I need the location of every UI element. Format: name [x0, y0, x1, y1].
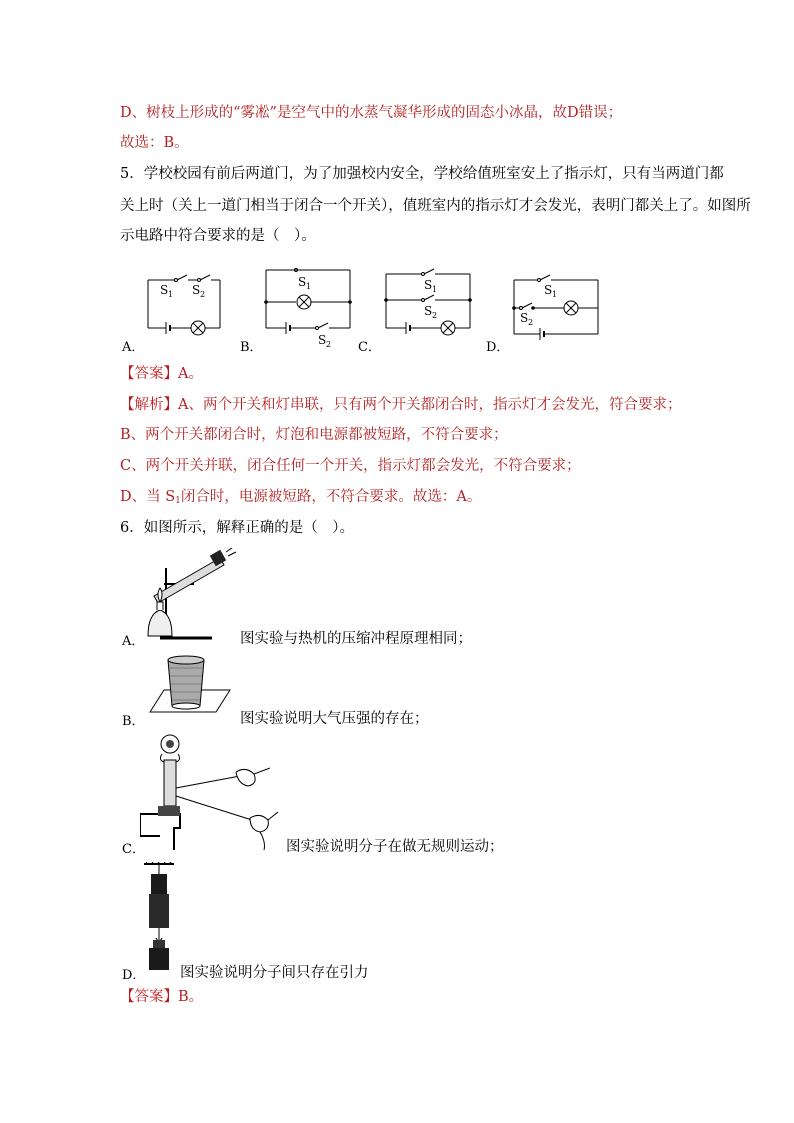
figure-friction-tube [140, 732, 280, 856]
q5-stem-line3: 示电路中符合要求的是（ ）。 [120, 228, 316, 244]
q6-option-d-text: 图实验说明分子间只存在引力 [180, 965, 369, 981]
circuit-diagram-d [506, 264, 606, 354]
q5-analysis-c: C、两个开关并联，闭合任何一个开关，指示灯都会发光，不符合要求； [120, 458, 581, 474]
q6-option-c-text: 图实验说明分子在做无规则运动； [286, 839, 504, 855]
q6-stem: 6．如图所示，解释正确的是（ ）。 [120, 520, 354, 536]
q5-option-c-label: C． [358, 340, 381, 355]
q6-answer [120, 987, 203, 1007]
q5-stem-line1: 5．学校校园有前后两道门，为了加强校内安全，学校给值班室安上了指示灯，只有当两道门都 [120, 166, 724, 182]
q5-answer-value: A。 [178, 366, 203, 382]
figure-cup-paper [148, 654, 232, 724]
q5-answer [120, 364, 203, 384]
q6-answer-tag: 【答案】 [120, 989, 178, 1005]
circuit-diagram-b [258, 262, 358, 352]
svg-text:1: 1 [552, 290, 558, 299]
switch-s1-label-b: S [298, 275, 307, 289]
prev-choose-line: 故选：B。 [120, 135, 189, 151]
prev-option-d-line: D、树枝上形成的“雾凇”是空气中的水蒸气凝华形成的固态小冰晶，故D错误； [120, 105, 623, 121]
svg-text:1: 1 [168, 290, 174, 299]
q5-option-a-label: A． [122, 340, 145, 355]
q5-analysis-tag: 【解析】 [120, 397, 178, 413]
switch-s2-label: S [192, 283, 201, 297]
switch-s1-label-c: S [424, 278, 433, 292]
q6-option-b-text: 图实验说明大气压强的存在； [240, 711, 429, 727]
switch-s1-label-d: S [544, 283, 553, 297]
svg-text:1: 1 [432, 285, 438, 294]
q5-analysis-b: B、两个开关都闭合时，灯泡和电源都被短路，不符合要求； [120, 427, 508, 443]
circuit-diagram-a [140, 262, 230, 352]
switch-s2-label-b: S [318, 333, 327, 347]
q6-option-a-label: A． [122, 634, 145, 649]
q6-option-b-label: B． [122, 714, 145, 729]
figure-lead-cylinders [142, 862, 176, 976]
q5-analysis-d: D、当 $S_1$闭合时，电源被短路，不符合要求。故选：A。 [120, 489, 482, 506]
svg-text:2: 2 [326, 340, 332, 348]
figure-test-tube-heating [140, 548, 240, 648]
q6-option-a-text: 图实验与热机的压缩冲程原理相同； [240, 631, 472, 647]
svg-text:1: 1 [306, 282, 312, 291]
switch-s2-label-d: S [520, 311, 529, 325]
svg-text:2: 2 [528, 318, 534, 327]
q5-stem-line2: 关上时（关上一道门相当于闭合一个开关），值班室内的指示灯才会发光，表明门都关上了。如图所 [120, 198, 751, 214]
switch-s1-label: S [160, 283, 169, 297]
svg-text:2: 2 [200, 290, 206, 299]
switch-s2-label-c: S [424, 304, 433, 318]
q6-option-c-label: C． [122, 842, 145, 857]
circuit-diagram-c [378, 262, 478, 352]
svg-text:2: 2 [432, 311, 438, 320]
q6-answer-value: B。 [178, 989, 204, 1005]
q5-answer-tag: 【答案】 [120, 366, 178, 382]
q5-option-d-label: D． [486, 340, 510, 355]
q5-option-b-label: B． [240, 340, 263, 355]
q6-option-d-label: D． [122, 968, 146, 983]
q5-analysis-a: 【解析】A、两个开关和灯串联，只有两个开关都闭合时，指示灯才会发光，符合要求； [120, 397, 682, 413]
